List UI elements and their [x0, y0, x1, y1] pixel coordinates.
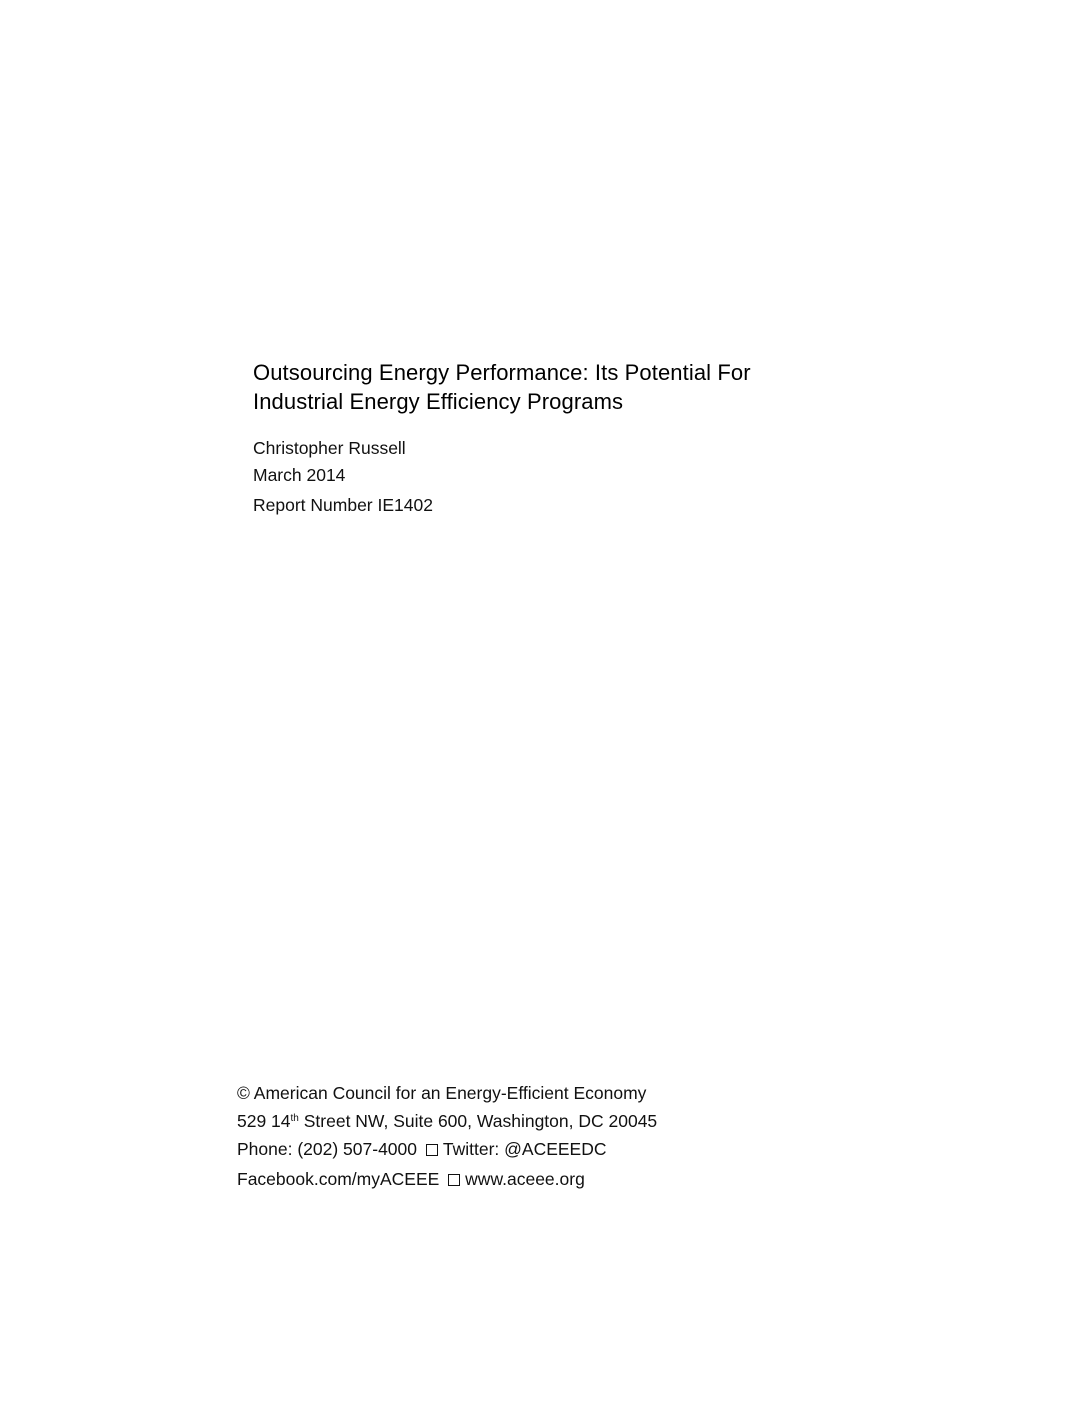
report-number: Report Number IE1402 — [253, 495, 433, 515]
address-line — [237, 1110, 657, 1132]
report-title-line-1: Outsourcing Energy Performance: Its Potential For — [253, 360, 751, 385]
web-line — [237, 1168, 585, 1190]
report-title — [253, 358, 853, 416]
phone-number: Phone: (202) 507-4000 — [237, 1139, 417, 1159]
separator-box-icon — [426, 1144, 438, 1156]
twitter-handle: Twitter: @ACEEEDC — [442, 1139, 607, 1159]
copyright-line: © American Council for an Energy-Efficient Economy — [237, 1083, 647, 1103]
publication-date: March 2014 — [253, 465, 346, 485]
address-street: Street NW, Suite 600, Washington, DC 20045 — [298, 1111, 658, 1131]
website-link[interactable]: www.aceee.org — [465, 1169, 585, 1189]
facebook-link[interactable]: Facebook.com/myACEEE — [237, 1169, 440, 1189]
separator-box-icon — [448, 1174, 460, 1186]
contact-line — [237, 1138, 607, 1160]
report-title-line-2: Industrial Energy Efficiency Programs — [253, 389, 624, 414]
author-name: Christopher Russell — [253, 438, 406, 458]
address-number: 529 14 — [237, 1111, 291, 1131]
address-ordinal-suffix: th — [290, 1113, 299, 1124]
